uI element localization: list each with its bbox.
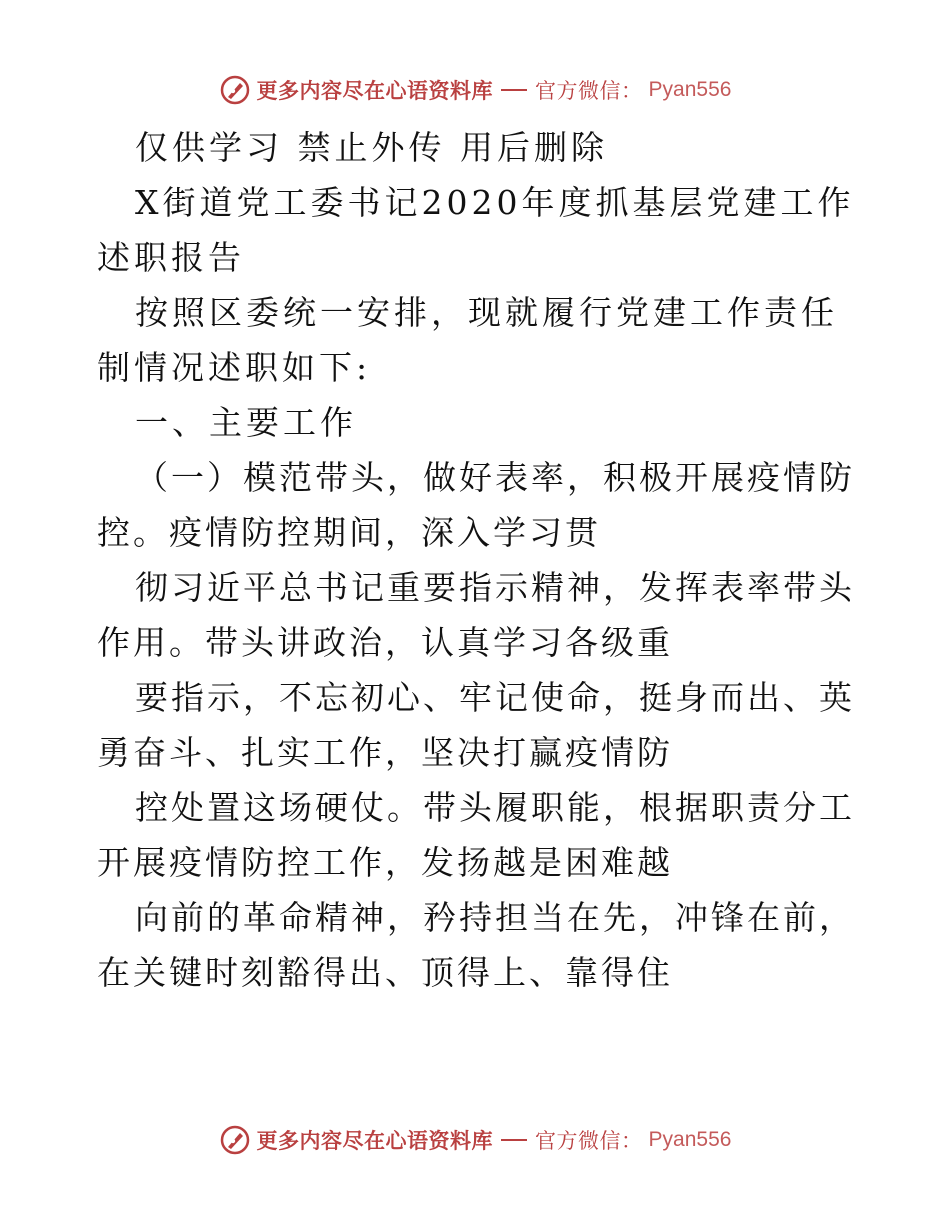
section-heading: 一、主要工作 [135,403,357,442]
banner-wechat-id: Pyan556 [648,78,732,101]
body-paragraph: 向前的革命精神，矜持担当在先，冲锋在前，在关键时刻豁得出、顶得上、靠得住 [97,898,855,992]
banner-wechat-label: 官方微信： [535,79,643,103]
banner-separator [501,1139,527,1141]
body-paragraph: 控处置这场硬仗。带头履职能，根据职责分工开展疫情防控工作，发扬越是困难越 [97,788,855,882]
banner-separator [501,89,527,91]
usage-notice: 仅供学习 禁止外传 用后删除 [135,128,608,167]
banner-site-text: 更多内容尽在心语资料库 [256,78,494,103]
document-title: X街道党工委书记2020年度抓基层党建工作述职报告 [97,183,855,277]
header-banner [0,70,950,110]
banner-wechat-id: Pyan556 [648,1128,732,1151]
document-body [97,120,857,1000]
body-paragraph: 要指示，不忘初心、牢记使命，挺身而出、英勇奋斗、扎实工作，坚决打赢疫情防 [97,678,855,772]
pen-seal-icon [219,1124,251,1156]
body-paragraph: 彻习近平总书记重要指示精神，发挥表率带头作用。带头讲政治，认真学习各级重 [97,568,855,662]
footer-banner [0,1120,950,1160]
pen-seal-icon [219,74,251,106]
banner-site-text: 更多内容尽在心语资料库 [256,1128,494,1153]
banner-wechat-label: 官方微信： [535,1129,643,1153]
intro-paragraph: 按照区委统一安排，现就履行党建工作责任制情况述职如下: [97,293,838,387]
body-paragraph: （一）模范带头，做好表率，积极开展疫情防控。疫情防控期间，深入学习贯 [97,458,855,552]
